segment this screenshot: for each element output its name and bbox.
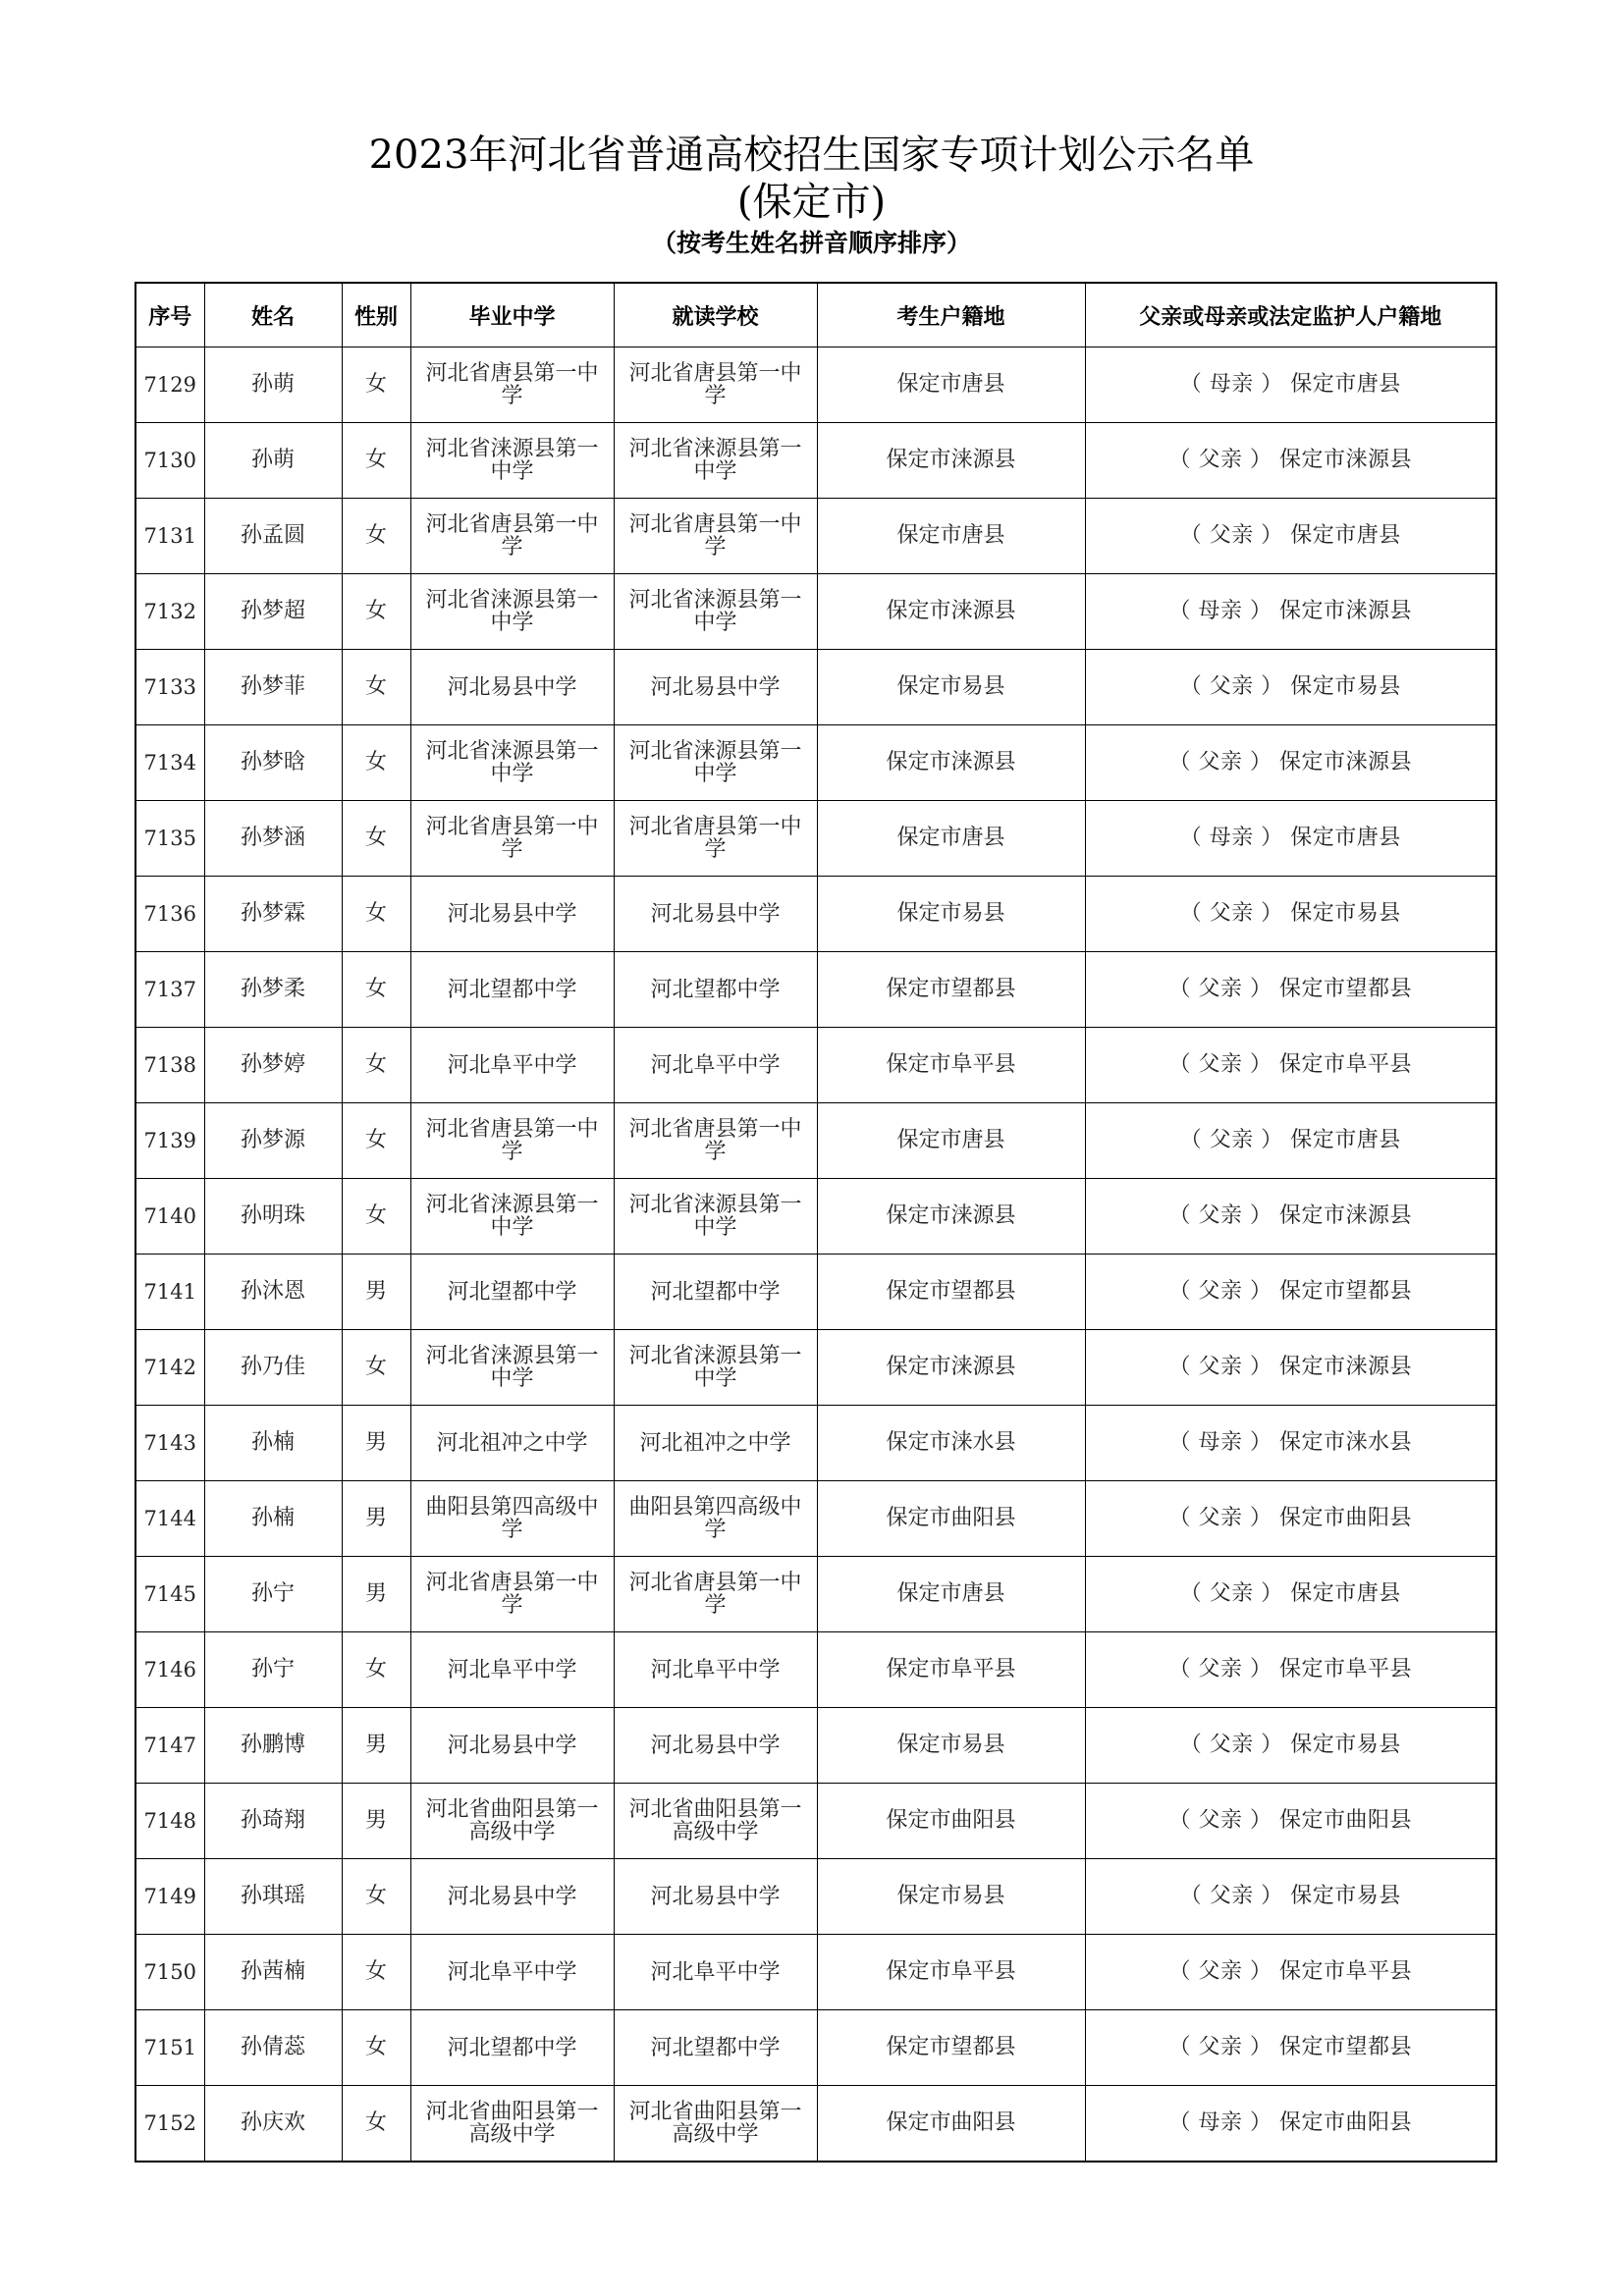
cell-name: 孙梦晗: [204, 725, 342, 801]
table-row: [135, 1708, 1496, 1784]
table-row: [135, 1406, 1496, 1481]
cell-parent-hukou: （ 父亲 ） 保定市唐县: [1085, 1557, 1496, 1632]
cell-name: 孙萌: [204, 347, 342, 423]
cell-parent-hukou: （ 母亲 ） 保定市唐县: [1085, 801, 1496, 877]
table-row: [135, 2010, 1496, 2086]
cell-parent-hukou: （ 父亲 ） 保定市易县: [1085, 1708, 1496, 1784]
document-subtitle: (保定市): [736, 180, 887, 225]
cell-hukou: 保定市易县: [817, 650, 1085, 725]
cell-parent-hukou: （ 父亲 ） 保定市易县: [1085, 1859, 1496, 1935]
table-row: [135, 1935, 1496, 2010]
cell-study-school: 河北省唐县第一中学: [614, 801, 817, 877]
cell-gender: 女: [342, 1179, 410, 1255]
cell-name: 孙沐恩: [204, 1255, 342, 1330]
cell-study-school: 曲阳县第四高级中学: [614, 1481, 817, 1557]
cell-name: 孙梦菲: [204, 650, 342, 725]
cell-hukou: 保定市阜平县: [817, 1028, 1085, 1103]
table-row: [135, 1481, 1496, 1557]
cell-gender: 女: [342, 725, 410, 801]
header-parent-hukou: 父亲或母亲或法定监护人户籍地: [1085, 283, 1496, 347]
cell-parent-hukou: （ 父亲 ） 保定市望都县: [1085, 2010, 1496, 2086]
cell-grad-school: 河北易县中学: [410, 877, 614, 952]
cell-gender: 女: [342, 499, 410, 574]
cell-name: 孙楠: [204, 1406, 342, 1481]
cell-seq: 7130: [135, 423, 204, 499]
cell-grad-school: 河北省涞源县第一中学: [410, 1179, 614, 1255]
cell-grad-school: 河北省曲阳县第一高级中学: [410, 1784, 614, 1859]
table-row: [135, 877, 1496, 952]
cell-study-school: 河北阜平中学: [614, 1935, 817, 2010]
cell-hukou: 保定市涞源县: [817, 1179, 1085, 1255]
cell-gender: 男: [342, 1255, 410, 1330]
cell-grad-school: 河北省唐县第一中学: [410, 801, 614, 877]
cell-grad-school: 河北祖冲之中学: [410, 1406, 614, 1481]
cell-name: 孙萌: [204, 423, 342, 499]
sort-note: （按考生姓名拼音顺序排序）: [651, 229, 971, 257]
cell-seq: 7132: [135, 574, 204, 650]
cell-gender: 男: [342, 1784, 410, 1859]
cell-hukou: 保定市阜平县: [817, 1935, 1085, 2010]
cell-parent-hukou: （ 父亲 ） 保定市涞源县: [1085, 1179, 1496, 1255]
cell-name: 孙明珠: [204, 1179, 342, 1255]
table-body: [135, 347, 1496, 2163]
cell-study-school: 河北易县中学: [614, 877, 817, 952]
cell-seq: 7144: [135, 1481, 204, 1557]
cell-parent-hukou: （ 父亲 ） 保定市阜平县: [1085, 1028, 1496, 1103]
cell-study-school: 河北省涞源县第一中学: [614, 423, 817, 499]
table-row: [135, 1859, 1496, 1935]
cell-hukou: 保定市易县: [817, 877, 1085, 952]
cell-seq: 7135: [135, 801, 204, 877]
cell-study-school: 河北易县中学: [614, 650, 817, 725]
cell-name: 孙倩蕊: [204, 2010, 342, 2086]
cell-hukou: 保定市阜平县: [817, 1632, 1085, 1708]
cell-seq: 7149: [135, 1859, 204, 1935]
cell-name: 孙琦翔: [204, 1784, 342, 1859]
cell-hukou: 保定市唐县: [817, 499, 1085, 574]
cell-grad-school: 河北易县中学: [410, 650, 614, 725]
cell-grad-school: 河北望都中学: [410, 952, 614, 1028]
cell-seq: 7138: [135, 1028, 204, 1103]
cell-parent-hukou: （ 母亲 ） 保定市唐县: [1085, 347, 1496, 423]
cell-hukou: 保定市涞源县: [817, 725, 1085, 801]
cell-name: 孙琪瑶: [204, 1859, 342, 1935]
cell-seq: 7142: [135, 1330, 204, 1406]
cell-study-school: 河北省唐县第一中学: [614, 347, 817, 423]
cell-parent-hukou: （ 母亲 ） 保定市涞水县: [1085, 1406, 1496, 1481]
cell-name: 孙宁: [204, 1632, 342, 1708]
cell-parent-hukou: （ 父亲 ） 保定市唐县: [1085, 1103, 1496, 1179]
cell-name: 孙梦柔: [204, 952, 342, 1028]
cell-gender: 女: [342, 2086, 410, 2163]
table-row: [135, 952, 1496, 1028]
cell-seq: 7133: [135, 650, 204, 725]
cell-hukou: 保定市望都县: [817, 952, 1085, 1028]
cell-study-school: 河北省曲阳县第一高级中学: [614, 1784, 817, 1859]
table-header-row: [135, 283, 1496, 347]
cell-hukou: 保定市唐县: [817, 801, 1085, 877]
table-row: [135, 499, 1496, 574]
cell-seq: 7151: [135, 2010, 204, 2086]
cell-hukou: 保定市涞源县: [817, 574, 1085, 650]
header-seq: 序号: [135, 283, 204, 347]
cell-gender: 女: [342, 1935, 410, 2010]
cell-seq: 7150: [135, 1935, 204, 2010]
cell-hukou: 保定市曲阳县: [817, 2086, 1085, 2163]
table-row: [135, 650, 1496, 725]
cell-grad-school: 曲阳县第四高级中学: [410, 1481, 614, 1557]
cell-study-school: 河北望都中学: [614, 2010, 817, 2086]
cell-study-school: 河北省涞源县第一中学: [614, 1330, 817, 1406]
cell-name: 孙梦婷: [204, 1028, 342, 1103]
table-row: [135, 423, 1496, 499]
cell-study-school: 河北易县中学: [614, 1708, 817, 1784]
cell-gender: 女: [342, 1103, 410, 1179]
cell-study-school: 河北省唐县第一中学: [614, 1103, 817, 1179]
cell-parent-hukou: （ 父亲 ） 保定市涞源县: [1085, 423, 1496, 499]
cell-study-school: 河北易县中学: [614, 1859, 817, 1935]
cell-study-school: 河北省曲阳县第一高级中学: [614, 2086, 817, 2163]
cell-gender: 男: [342, 1406, 410, 1481]
cell-gender: 女: [342, 801, 410, 877]
cell-name: 孙梦涵: [204, 801, 342, 877]
cell-study-school: 河北阜平中学: [614, 1028, 817, 1103]
cell-parent-hukou: （ 父亲 ） 保定市易县: [1085, 877, 1496, 952]
cell-hukou: 保定市唐县: [817, 1103, 1085, 1179]
cell-name: 孙乃佳: [204, 1330, 342, 1406]
cell-study-school: 河北省唐县第一中学: [614, 1557, 817, 1632]
header-grad-school: 毕业中学: [410, 283, 614, 347]
cell-study-school: 河北省涞源县第一中学: [614, 725, 817, 801]
table-row: [135, 1103, 1496, 1179]
cell-gender: 男: [342, 1708, 410, 1784]
cell-gender: 女: [342, 1028, 410, 1103]
cell-name: 孙孟圆: [204, 499, 342, 574]
cell-grad-school: 河北省涞源县第一中学: [410, 725, 614, 801]
cell-grad-school: 河北易县中学: [410, 1859, 614, 1935]
cell-hukou: 保定市涞源县: [817, 423, 1085, 499]
cell-gender: 男: [342, 1481, 410, 1557]
cell-hukou: 保定市唐县: [817, 1557, 1085, 1632]
cell-seq: 7139: [135, 1103, 204, 1179]
table-row: [135, 801, 1496, 877]
cell-name: 孙楠: [204, 1481, 342, 1557]
cell-gender: 女: [342, 650, 410, 725]
header-gender: 性别: [342, 283, 410, 347]
cell-parent-hukou: （ 父亲 ） 保定市望都县: [1085, 1255, 1496, 1330]
cell-grad-school: 河北阜平中学: [410, 1028, 614, 1103]
cell-parent-hukou: （ 父亲 ） 保定市涞源县: [1085, 1330, 1496, 1406]
cell-grad-school: 河北省涞源县第一中学: [410, 423, 614, 499]
header-hukou: 考生户籍地: [817, 283, 1085, 347]
cell-hukou: 保定市唐县: [817, 347, 1085, 423]
cell-seq: 7140: [135, 1179, 204, 1255]
cell-gender: 女: [342, 574, 410, 650]
cell-study-school: 河北省唐县第一中学: [614, 499, 817, 574]
cell-name: 孙梦霖: [204, 877, 342, 952]
cell-grad-school: 河北省涞源县第一中学: [410, 574, 614, 650]
cell-parent-hukou: （ 父亲 ） 保定市涞源县: [1085, 725, 1496, 801]
cell-gender: 女: [342, 1632, 410, 1708]
cell-parent-hukou: （ 母亲 ） 保定市曲阳县: [1085, 2086, 1496, 2163]
header-study-school: 就读学校: [614, 283, 817, 347]
cell-gender: 男: [342, 1557, 410, 1632]
cell-grad-school: 河北省唐县第一中学: [410, 1103, 614, 1179]
cell-parent-hukou: （ 母亲 ） 保定市涞源县: [1085, 574, 1496, 650]
cell-seq: 7134: [135, 725, 204, 801]
cell-seq: 7148: [135, 1784, 204, 1859]
cell-hukou: 保定市易县: [817, 1708, 1085, 1784]
cell-grad-school: 河北望都中学: [410, 2010, 614, 2086]
table-row: [135, 1557, 1496, 1632]
cell-hukou: 保定市易县: [817, 1859, 1085, 1935]
cell-gender: 女: [342, 347, 410, 423]
cell-seq: 7146: [135, 1632, 204, 1708]
cell-seq: 7129: [135, 347, 204, 423]
cell-seq: 7145: [135, 1557, 204, 1632]
cell-seq: 7147: [135, 1708, 204, 1784]
cell-parent-hukou: （ 父亲 ） 保定市阜平县: [1085, 1632, 1496, 1708]
roster-table: [135, 282, 1497, 2163]
cell-grad-school: 河北阜平中学: [410, 1935, 614, 2010]
cell-grad-school: 河北省涞源县第一中学: [410, 1330, 614, 1406]
document-title: 2023年河北省普通高校招生国家专项计划公示名单: [368, 133, 1255, 178]
cell-study-school: 河北省涞源县第一中学: [614, 1179, 817, 1255]
table-row: [135, 2086, 1496, 2163]
cell-hukou: 保定市曲阳县: [817, 1784, 1085, 1859]
cell-gender: 女: [342, 1859, 410, 1935]
cell-study-school: 河北望都中学: [614, 1255, 817, 1330]
cell-parent-hukou: （ 父亲 ） 保定市唐县: [1085, 499, 1496, 574]
cell-study-school: 河北祖冲之中学: [614, 1406, 817, 1481]
cell-parent-hukou: （ 父亲 ） 保定市曲阳县: [1085, 1784, 1496, 1859]
cell-study-school: 河北阜平中学: [614, 1632, 817, 1708]
cell-grad-school: 河北易县中学: [410, 1708, 614, 1784]
cell-parent-hukou: （ 父亲 ） 保定市望都县: [1085, 952, 1496, 1028]
cell-seq: 7141: [135, 1255, 204, 1330]
table-row: [135, 1179, 1496, 1255]
cell-grad-school: 河北省唐县第一中学: [410, 1557, 614, 1632]
cell-study-school: 河北望都中学: [614, 952, 817, 1028]
cell-name: 孙宁: [204, 1557, 342, 1632]
cell-seq: 7137: [135, 952, 204, 1028]
cell-seq: 7131: [135, 499, 204, 574]
cell-hukou: 保定市望都县: [817, 2010, 1085, 2086]
cell-hukou: 保定市涞源县: [817, 1330, 1085, 1406]
table-row: [135, 1028, 1496, 1103]
cell-name: 孙梦超: [204, 574, 342, 650]
table-row: [135, 1330, 1496, 1406]
cell-grad-school: 河北省唐县第一中学: [410, 347, 614, 423]
table-row: [135, 1255, 1496, 1330]
cell-parent-hukou: （ 父亲 ） 保定市易县: [1085, 650, 1496, 725]
table-row: [135, 1784, 1496, 1859]
table-row: [135, 725, 1496, 801]
cell-name: 孙鹏博: [204, 1708, 342, 1784]
cell-parent-hukou: （ 父亲 ） 保定市阜平县: [1085, 1935, 1496, 2010]
cell-seq: 7136: [135, 877, 204, 952]
table-row: [135, 347, 1496, 423]
cell-hukou: 保定市曲阳县: [817, 1481, 1085, 1557]
cell-seq: 7143: [135, 1406, 204, 1481]
cell-seq: 7152: [135, 2086, 204, 2163]
cell-study-school: 河北省涞源县第一中学: [614, 574, 817, 650]
cell-grad-school: 河北望都中学: [410, 1255, 614, 1330]
cell-gender: 女: [342, 2010, 410, 2086]
cell-gender: 女: [342, 423, 410, 499]
cell-name: 孙茜楠: [204, 1935, 342, 2010]
cell-name: 孙庆欢: [204, 2086, 342, 2163]
cell-grad-school: 河北省曲阳县第一高级中学: [410, 2086, 614, 2163]
cell-name: 孙梦源: [204, 1103, 342, 1179]
cell-grad-school: 河北省唐县第一中学: [410, 499, 614, 574]
cell-parent-hukou: （ 父亲 ） 保定市曲阳县: [1085, 1481, 1496, 1557]
table-row: [135, 574, 1496, 650]
cell-hukou: 保定市望都县: [817, 1255, 1085, 1330]
header-name: 姓名: [204, 283, 342, 347]
cell-hukou: 保定市涞水县: [817, 1406, 1085, 1481]
cell-gender: 女: [342, 1330, 410, 1406]
cell-gender: 女: [342, 952, 410, 1028]
cell-grad-school: 河北阜平中学: [410, 1632, 614, 1708]
table-row: [135, 1632, 1496, 1708]
cell-gender: 女: [342, 877, 410, 952]
